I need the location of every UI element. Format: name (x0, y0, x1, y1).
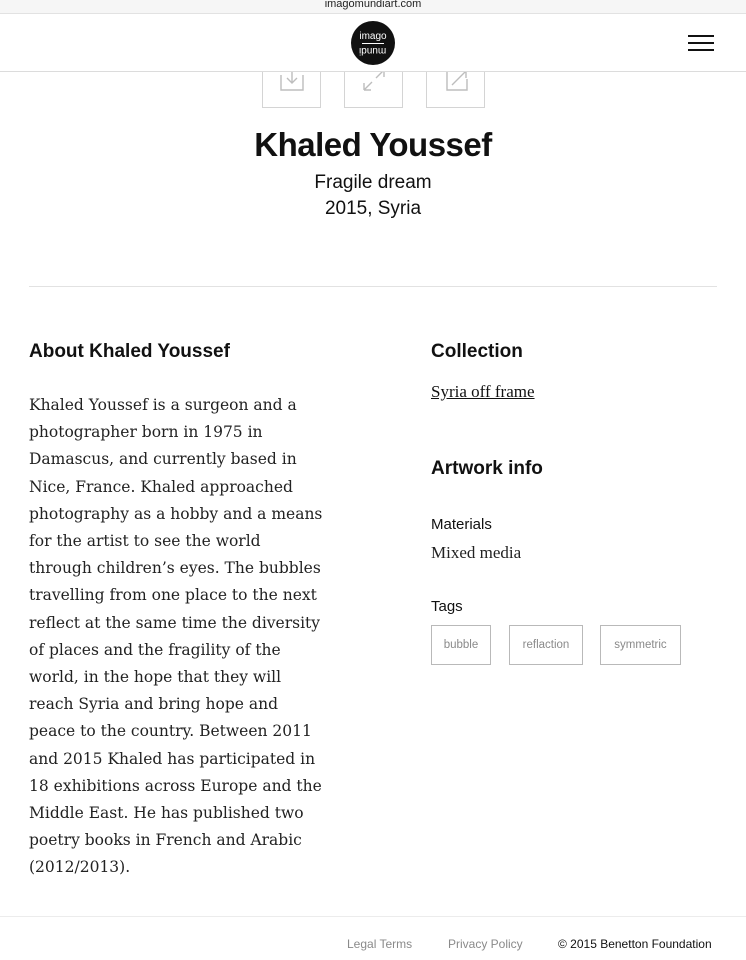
site-header (0, 14, 746, 72)
privacy-policy-link[interactable]: Privacy Policy (448, 937, 523, 951)
collection-heading: Collection (431, 341, 523, 362)
logo-text-top: imago (359, 30, 387, 42)
tags-label: Tags (431, 598, 463, 615)
materials-value: Mixed media (431, 543, 522, 562)
legal-terms-link[interactable]: Legal Terms (347, 937, 413, 951)
footer-divider (0, 916, 746, 917)
about-heading: About Khaled Youssef (29, 341, 230, 362)
artist-name: Khaled Youssef (254, 126, 492, 163)
tag-symmetric[interactable]: symmetric (600, 625, 681, 665)
logo-rule (362, 43, 384, 44)
artwork-title: Fragile dream (314, 172, 432, 193)
collection-link[interactable]: Syria off frame (431, 382, 535, 401)
logo-text-bottom: mundi (359, 44, 387, 56)
materials-label: Materials (431, 516, 492, 533)
url-text: imagomundiart.com (324, 0, 422, 10)
artwork-year-country: 2015, Syria (324, 198, 422, 219)
tag-reflaction[interactable]: reflaction (509, 625, 583, 665)
browser-url-bar (0, 0, 746, 14)
artwork-info-heading: Artwork info (431, 458, 543, 479)
artist-bio: Khaled Youssef is a surgeon and a photographer born in 1975 in Damascus, and currently based in Nice, France. Khaled approached photography as a hobby and a means for the artist to see the world through children’s eyes. The bubbles travelling from one place to the next reflect at the same time the diversity of places and the fragility of the world, in the hope that they will reach Syria and bring hope and peace to the country. Between 2011 and 2015 Khaled has participated in 18 exhibitions across Europe and the Middle East. He has published two poetry books in French and Arabic (2012/2013). (29, 396, 323, 877)
tag-bubble[interactable]: bubble (431, 625, 491, 665)
copyright-text: © 2015 Benetton Foundation (558, 937, 712, 951)
hamburger-menu-icon[interactable] (688, 35, 714, 51)
section-divider (29, 286, 717, 287)
imago-mundi-logo[interactable] (351, 21, 395, 65)
